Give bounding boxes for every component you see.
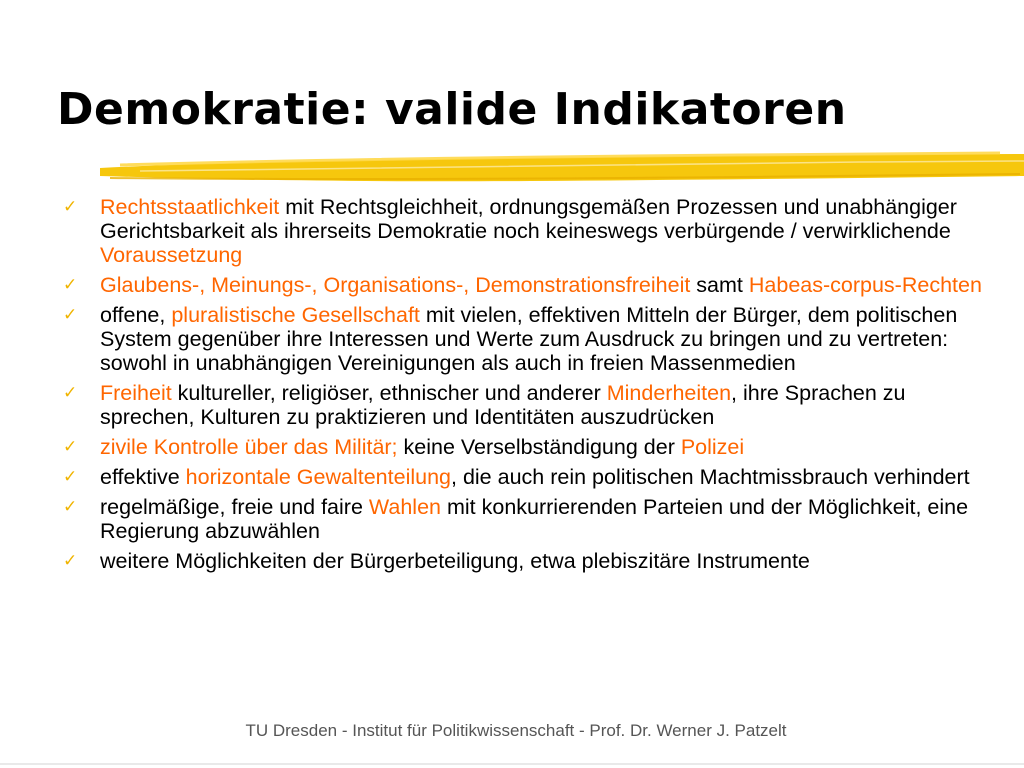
highlighted-term: Wahlen [368, 495, 441, 519]
title-underline-brushstroke [100, 150, 1024, 188]
checkmark-icon: ✓ [63, 497, 78, 517]
highlighted-term: Rechtsstaatlichkeit [100, 195, 280, 219]
highlighted-term: Habeas-corpus-Rechten [748, 273, 982, 297]
checkmark-icon: ✓ [63, 467, 78, 487]
bullet-text: weitere Möglichkeiten der Bürgerbeteiligung, etwa plebiszitäre Instrumente [100, 549, 810, 573]
checkmark-icon: ✓ [63, 197, 78, 217]
bullet-text: mit konkurrierenden Parteien und der Möglichkeit, eine Regierung abzuwählen [100, 495, 969, 543]
checkmark-icon: ✓ [63, 383, 78, 403]
list-item [63, 495, 993, 543]
bullet-text: mit vielen, effektiven Mitteln der Bürger, dem politischen System gegenüber ihre Interessen und Werte zum Ausdruck zu bringen und zu vertreten: sowohl in unabhängigen Vereinigungen als auch in freien Massenmedien [100, 303, 958, 375]
bullet-text: samt [690, 273, 749, 297]
indicator-list [63, 195, 993, 579]
highlighted-term: Polizei [680, 435, 745, 459]
checkmark-icon: ✓ [63, 275, 78, 295]
checkmark-icon: ✓ [63, 437, 78, 457]
bullet-text: kultureller, religiöser, ethnischer und anderer [171, 381, 607, 405]
highlighted-term: horizontale Gewaltenteilung [185, 465, 451, 489]
list-item [63, 303, 993, 375]
highlighted-term: Freiheit [100, 381, 172, 405]
bullet-text: mit Rechtsgleichheit, ordnungsgemäßen Prozessen und unabhängiger Gerichtsbarkeit als ihrerseits Demokratie noch keineswegs verbürgende / verwirklichende [100, 195, 957, 243]
bottom-divider [0, 763, 1024, 765]
bullet-text: effektive [100, 465, 186, 489]
footer-text: TU Dresden - Institut für Politikwissenschaft - Prof. Dr. Werner J. Patzelt [245, 721, 787, 740]
checkmark-icon: ✓ [63, 551, 78, 571]
highlighted-term: zivile Kontrolle über das Militär; [100, 435, 398, 459]
highlighted-term: Glaubens-, Meinungs-, Organisations-, Demonstrationsfreiheit [100, 273, 691, 297]
slide-title: Demokratie: valide Indikatoren [57, 84, 847, 135]
list-item [63, 195, 993, 267]
highlighted-term: pluralistische Gesellschaft [171, 303, 420, 327]
bullet-text: , ihre Sprachen zu sprechen, Kulturen zu praktizieren und Identitäten auszudrücken [100, 381, 906, 429]
bullet-text: offene, [100, 303, 172, 327]
list-item [63, 273, 993, 297]
list-item [63, 381, 993, 429]
highlighted-term: Voraussetzung [100, 243, 243, 267]
list-item [63, 549, 993, 573]
bullet-text: , die auch rein politischen Machtmissbrauch verhindert [451, 465, 970, 489]
list-item [63, 435, 993, 459]
highlighted-term: Minderheiten [606, 381, 732, 405]
list-item [63, 465, 993, 489]
checkmark-icon: ✓ [63, 305, 78, 325]
bullet-text: regelmäßige, freie und faire [100, 495, 369, 519]
bullet-text: keine Verselbständigung der [397, 435, 681, 459]
